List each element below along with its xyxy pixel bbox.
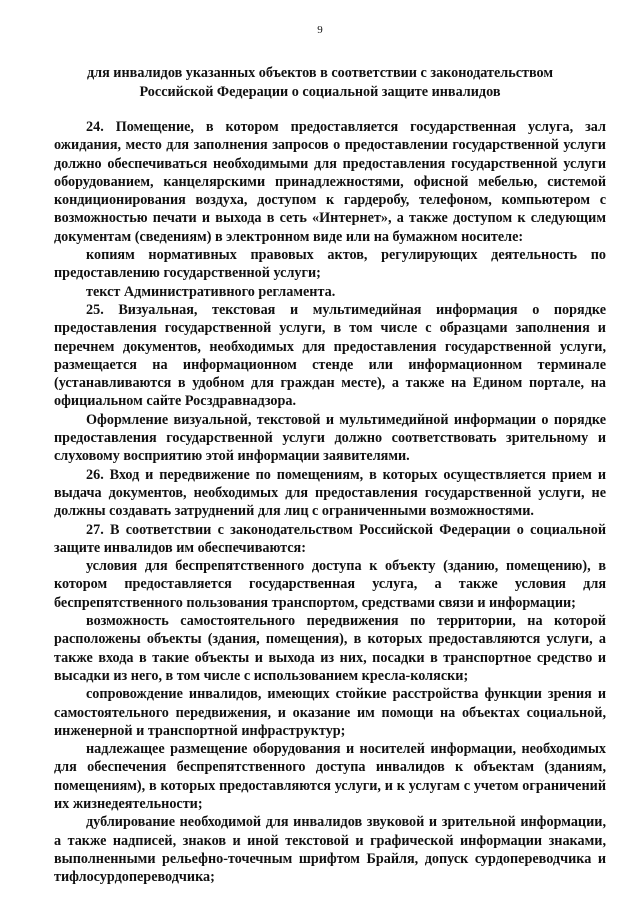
document-body: [54, 118, 606, 886]
paragraph-item: копиям нормативных правовых актов, регулирующих деятельность по предоставлению государственной услуги;: [54, 247, 606, 282]
paragraph-item: возможность самостоятельного передвижения по территории, на которой расположены объекты (здания, помещения), в которых предоставляются услуги, а также входа в такие объекты и выхода из них, посадки в транспортное средство и высадки из него, в том числе с использованием кресла-коляски;: [54, 613, 606, 684]
paragraph-item: Оформление визуальной, текстовой и мультимедийной информации о порядке предоставления государственной услуги должно соответствовать зрительному и слуховому восприятию этой информации заявителями.: [54, 411, 606, 465]
paragraph-26: 26. Вход и передвижение по помещениям, в которых осуществляется прием и выдача документов, необходимых для предоставления государственной услуги, не должны создавать затруднений для лиц с ограниченными возможностями.: [54, 466, 606, 520]
paragraph-item: условия для беспрепятственного доступа к объекту (зданию, помещению), в котором предоставляется государственная услуга, а также условия для беспрепятственного пользования транспортом, средствами связи и информации;: [54, 558, 606, 611]
paragraph-24: 24. Помещение, в котором предоставляется государственная услуга, зал ожидания, место для заполнения запросов о предоставлении государственной услуги должно обеспечиваться необходимыми для предоставления государственной услуги оборудованием, канцелярскими принадлежностями, офисной мебелью, системой кондиционирования воздуха, доступом к гардеробу, телефоном, компьютером с возможностью печати и выхода в сеть «Интернет», а также доступом к следующим документам (сведениям) в электронном виде или на бумажном носителе:: [54, 119, 606, 245]
paragraph-item: сопровождение инвалидов, имеющих стойкие расстройства функции зрения и самостоятельного передвижения, и оказание им помощи на объектах социальной, инженерной и транспортной инфраструктур;: [54, 686, 606, 739]
paragraph-item: надлежащее размещение оборудования и носителей информации, необходимых для обеспечения беспрепятственного доступа инвалидов к объектам (зданиям, помещениям), в которых предоставляются услуги, и к услугам с учетом ограничений их жизнедеятельности;: [54, 741, 606, 812]
paragraph-27: 27. В соответствии с законодательством Российской Федерации о социальной защите инвалидов им обеспечиваются:: [54, 521, 606, 556]
section-heading: для инвалидов указанных объектов в соответствии с законодательством Российской Федерации о социальной защите инвалидов: [86, 65, 554, 100]
page-number: 9: [317, 24, 323, 36]
paragraph-25: 25. Визуальная, текстовая и мультимедийная информация о порядке предоставления государственной услуги, в том числе с образцами заполнения и перечнем документов, необходимых для предоставления государственной услуги, размещается на информационном стенде или информационном терминале (устанавливаются в удобном для граждан месте), а также на Едином портале, на официальном сайте Росздравнадзора.: [54, 301, 606, 410]
paragraph-item: текст Административного регламента.: [86, 283, 336, 300]
paragraph-item: дублирование необходимой для инвалидов звуковой и зрительной информации, а также надписей, знаков и иной текстовой и графической информации знаками, выполненными рельефно-точечным шрифтом Брайля, допуск сурдопереводчика и тифлосурдопереводчика;: [54, 814, 606, 886]
